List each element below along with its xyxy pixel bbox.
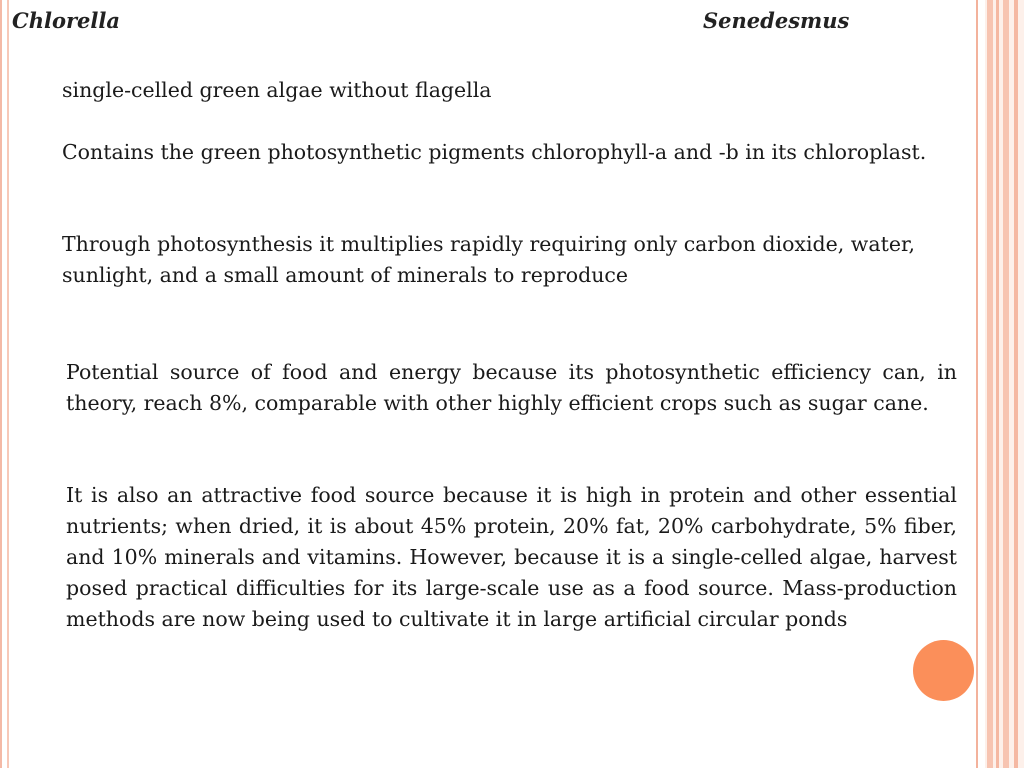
left-border-line [0, 0, 2, 768]
heading-chlorella: Chlorella [12, 8, 120, 33]
decorative-circle [913, 640, 974, 701]
right-stripe [996, 0, 999, 768]
paragraph-food-energy: Potential source of food and energy because its photosynthetic efficiency can, in theory, reach 8%, comparable with other highly efficient crops such as sugar cane. [66, 360, 957, 415]
paragraph-photosynthesis: Through photosynthesis it multiplies rapidly requiring only carbon dioxide, water, sunlight, and a small amount of minerals to reproduce [62, 232, 916, 287]
paragraph-pigments: Contains the green photosynthetic pigments chlorophyll-a and -b in its chloroplast. [62, 140, 927, 164]
paragraph-nutrition: It is also an attractive food source because it is high in protein and other essential nutrients; when dried, it is about 45% protein, 20% fat, 20% carbohydrate, 5% fiber, and 10% minerals and vitamins. However, because it is a single-celled algae, harvest posed practical difficulties for its large-scale use as a food source. Mass-production methods are now being used to cultivate it in large artificial circular ponds [66, 483, 957, 631]
right-border-line [976, 0, 978, 768]
left-border-line-inner [7, 0, 9, 768]
paragraph-description: single-celled green algae without flagella [62, 78, 492, 102]
right-stripe [1014, 0, 1018, 768]
right-stripe [1003, 0, 1009, 768]
right-stripe [987, 0, 993, 768]
heading-senedesmus: Senedesmus [703, 8, 850, 33]
